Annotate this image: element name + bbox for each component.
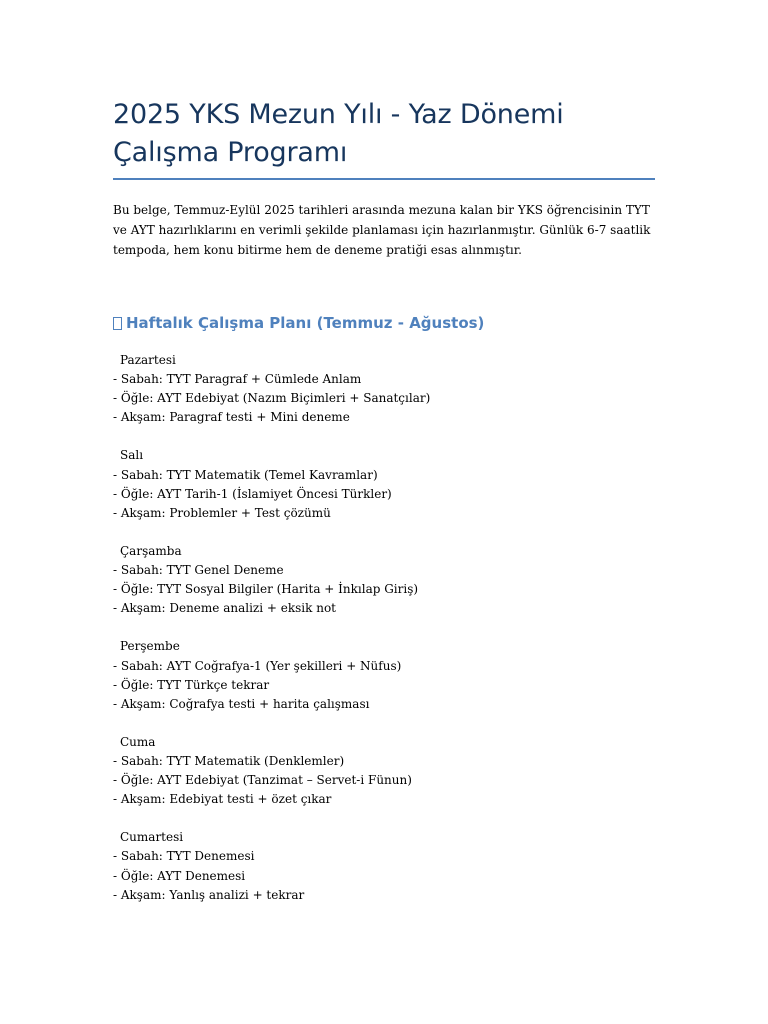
day-name: Pazartesi (120, 353, 176, 367)
section-heading (113, 312, 655, 334)
plan-item: - Akşam: Coğrafya testi + harita çalışması (113, 696, 370, 711)
day-block (113, 733, 655, 809)
plan-item: - Akşam: Deneme analizi + eksik not (113, 601, 336, 616)
plan-item: - Sabah: TYT Denemesi (113, 849, 255, 864)
title-line-2: Çalışma Programı (113, 137, 348, 168)
title-divider (113, 178, 655, 180)
plan-item: - Öğle: AYT Tarih-1 (İslamiyet Öncesi Türkler) (113, 486, 392, 501)
day-name: Perşembe (120, 639, 180, 654)
day-block (113, 637, 655, 713)
plan-item: - Akşam: Problemler + Test çözümü (113, 505, 331, 520)
day-name: Çarşamba (120, 543, 182, 558)
intro-paragraph: Bu belge, Temmuz-Eylül 2025 tarihleri arasında mezuna kalan bir YKS öğrencisinin TYT ve AYT hazırlıklarını en verimli şekilde planlaması için hazırlanmıştır. Günlük 6-7 saatlik tempoda, hem konu bitirme hem de deneme pratiği esas alınmıştır. (113, 203, 651, 257)
plan-item: - Sabah: AYT Coğrafya-1 (Yer şekilleri + Nüfus) (113, 658, 402, 673)
plan-item: - Öğle: TYT Sosyal Bilgiler (Harita + İnkılap Giriş) (113, 582, 419, 597)
plan-item: - Sabah: TYT Paragraf + Cümlede Anlam (113, 372, 362, 387)
title-line-1: 2025 YKS Mezun Yılı - Yaz Dönemi (113, 99, 564, 130)
plan-item: - Sabah: TYT Matematik (Denklemler) (113, 753, 345, 768)
plan-item: - Öğle: AYT Edebiyat (Tanzimat – Servet-i Fünun) (113, 773, 412, 788)
plan-item: - Öğle: AYT Denemesi (113, 868, 246, 883)
plan-item: - Sabah: TYT Genel Deneme (113, 563, 284, 578)
day-block (113, 351, 655, 427)
plan-item: - Öğle: TYT Türkçe tekrar (113, 677, 270, 692)
plan-item: - Akşam: Paragraf testi + Mini deneme (113, 410, 350, 425)
document-title (113, 96, 655, 172)
plan-item: - Öğle: AYT Edebiyat (Nazım Biçimleri + Sanatçılar) (113, 391, 431, 406)
missing-glyph-icon (113, 317, 122, 330)
day-block (113, 542, 655, 618)
plan-item: - Sabah: TYT Matematik (Temel Kavramlar) (113, 467, 378, 482)
plan-item: - Akşam: Edebiyat testi + özet çıkar (113, 792, 332, 807)
day-name: Salı (120, 448, 144, 463)
plan-item: - Akşam: Yanlış analizi + tekrar (113, 887, 305, 902)
day-name: Cumartesi (120, 830, 184, 845)
day-block (113, 446, 655, 522)
day-name: Cuma (120, 734, 156, 749)
section-heading-text: Haftalık Çalışma Planı (Temmuz - Ağustos) (126, 314, 485, 332)
weekly-plan (113, 351, 655, 905)
day-block (113, 828, 655, 904)
